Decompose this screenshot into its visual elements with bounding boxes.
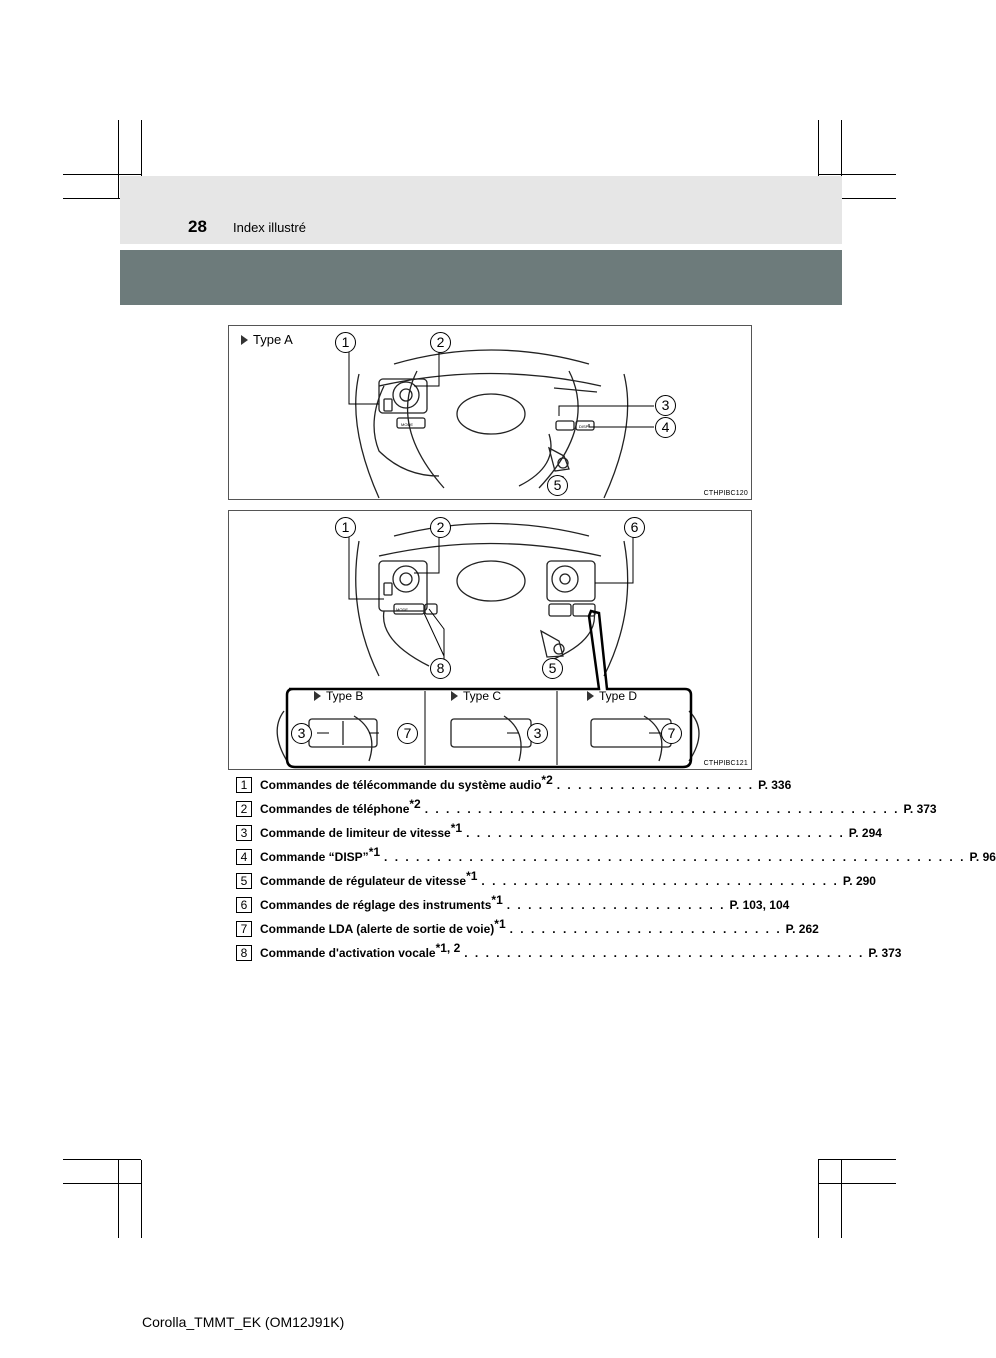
page-reference: P. 373	[868, 946, 902, 960]
callout-1: 1	[335, 332, 356, 353]
leader-dots: . . . . . . . . . . . . . . . . . . . . . . . . . . . . . . . . . . . .	[466, 826, 845, 840]
figure-type-bcd	[228, 510, 752, 770]
list-item	[236, 917, 819, 942]
crop-mark	[63, 1183, 141, 1184]
footnote-marker: *1	[450, 821, 463, 835]
type-c-label: Type C	[451, 689, 501, 703]
item-number: 6	[236, 897, 252, 913]
item-label: Commande de régulateur de vitesse	[260, 874, 467, 888]
header-band	[120, 176, 842, 244]
page-reference: P. 336	[758, 778, 792, 792]
crop-mark	[63, 1159, 141, 1160]
callout-5: 5	[542, 658, 563, 679]
leader-dots: . . . . . . . . . . . . . . . . . . .	[556, 778, 755, 792]
page-reference: P. 290	[842, 874, 876, 888]
item-label: Commande d'activation vocale	[260, 946, 436, 960]
item-label: Commandes de téléphone	[260, 802, 410, 816]
leader-dots: . . . . . . . . . . . . . . . . . . . . . . . . . . . . . . . . . . . . . . . . . . . . . . . . . . . . . . .	[384, 850, 966, 864]
item-number: 1	[236, 777, 252, 793]
item-label: Commande de limiteur de vitesse	[260, 826, 451, 840]
crop-mark	[818, 1183, 896, 1184]
callout-4: 4	[655, 417, 676, 438]
item-number: 8	[236, 945, 252, 961]
item-label: Commande LDA (alerte de sortie de voie)	[260, 922, 495, 936]
page-reference: P. 294	[848, 826, 882, 840]
page-reference: P. 373	[903, 802, 937, 816]
type-d-label: Type D	[587, 689, 637, 703]
item-number: 4	[236, 849, 252, 865]
callout-3: 3	[291, 723, 312, 744]
list-item	[236, 845, 996, 870]
list-item	[236, 773, 792, 798]
list-item	[236, 821, 882, 846]
leader-dots: . . . . . . . . . . . . . . . . . . . . . . . . . . . . . . . . . .	[481, 874, 839, 888]
callout-2: 2	[430, 332, 451, 353]
section-title: Index illustré	[233, 220, 306, 235]
figure-type-a	[228, 325, 752, 500]
footnote-marker: *1, 2	[435, 941, 461, 955]
item-number: 3	[236, 825, 252, 841]
page-reference: P. 103, 104	[729, 898, 790, 912]
list-item	[236, 941, 902, 966]
list-item	[236, 869, 876, 894]
footer-document-id: Corolla_TMMT_EK (OM12J91K)	[142, 1314, 345, 1330]
crop-mark	[63, 174, 141, 175]
item-number: 7	[236, 921, 252, 937]
item-label: Commandes de télécommande du système audio	[260, 778, 542, 792]
crop-mark	[141, 1160, 142, 1238]
callout-3: 3	[655, 395, 676, 416]
callout-6: 6	[624, 517, 645, 538]
leader-dots: . . . . . . . . . . . . . . . . . . . . . . . . . . . . . . . . . . . . . .	[464, 946, 865, 960]
footnote-marker: *1	[368, 845, 381, 859]
page-reference: P. 262	[785, 922, 819, 936]
footnote-marker: *1	[494, 917, 506, 931]
figure-code: CTHPIBC121	[703, 760, 748, 767]
footnote-marker: *2	[409, 797, 421, 811]
list-item	[236, 893, 790, 918]
figure-code: CTHPIBC120	[703, 490, 748, 497]
disp-button-label: DISP	[579, 424, 589, 429]
callout-5: 5	[547, 475, 568, 496]
item-number: 5	[236, 873, 252, 889]
crop-mark	[818, 174, 896, 175]
index-list	[236, 773, 996, 966]
mode-button-label: MODE	[401, 422, 413, 427]
footnote-marker: *2	[541, 773, 553, 787]
crop-mark	[818, 1160, 819, 1238]
callout-7: 7	[661, 723, 682, 744]
crop-mark	[818, 1159, 896, 1160]
crop-mark	[118, 120, 119, 198]
type-a-label: Type A	[241, 332, 293, 347]
callout-8: 8	[430, 658, 451, 679]
callout-1: 1	[335, 517, 356, 538]
page-reference: P. 96	[969, 850, 996, 864]
footnote-marker: *1	[466, 869, 478, 883]
crop-mark	[118, 1160, 119, 1238]
item-number: 2	[236, 801, 252, 817]
section-band	[120, 250, 842, 305]
mode-button-label: MODE	[396, 607, 408, 612]
leader-dots: . . . . . . . . . . . . . . . . . . . . . . . . . . . . . . . . . . . . . . . . . . . . .	[424, 802, 900, 816]
leader-dots: . . . . . . . . . . . . . . . . . . . . . . . . . .	[509, 922, 782, 936]
footnote-marker: *1	[491, 893, 503, 907]
list-item	[236, 797, 937, 822]
callout-2: 2	[430, 517, 451, 538]
page-number: 28	[188, 217, 207, 236]
item-label: Commande “DISP”	[260, 850, 369, 864]
leader-dots: . . . . . . . . . . . . . . . . . . . . .	[506, 898, 726, 912]
crop-mark	[841, 1160, 842, 1238]
callout-7: 7	[397, 723, 418, 744]
type-b-label: Type B	[314, 689, 363, 703]
item-label: Commandes de réglage des instruments	[260, 898, 492, 912]
callout-3: 3	[527, 723, 548, 744]
